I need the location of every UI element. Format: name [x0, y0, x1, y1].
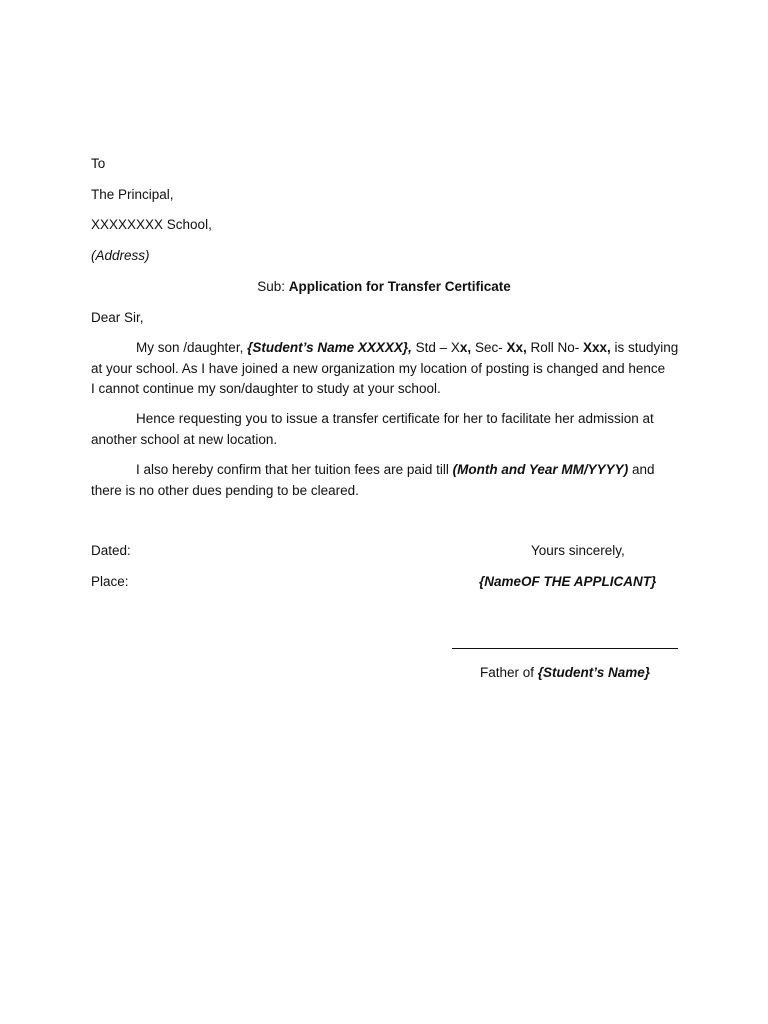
paragraph-1 [91, 338, 681, 400]
p3-text-1: I also hereby confirm that her tuition fees are paid till [136, 462, 453, 477]
address-line: (Address) [91, 248, 150, 263]
to-line: To [91, 156, 106, 171]
roll-value: Xxx, [582, 340, 611, 355]
paragraph-3-line-2: there is no other dues pending to be cleared. [91, 482, 359, 498]
paragraph-1-line-2: at your school. As I have joined a new organization my location of posting is changed and hence [91, 360, 666, 376]
subject-line [0, 277, 768, 297]
paragraph-1-line-1 [91, 338, 681, 359]
closing: Yours sincerely, [531, 543, 625, 558]
dated-label: Dated: [91, 543, 131, 558]
subject-text: Application for Transfer Certificate [288, 279, 511, 294]
paragraph-3-line-1 [91, 460, 681, 481]
father-of-student-name: {Student’s Name} [537, 665, 651, 680]
month-year-placeholder: (Month and Year MM/YYYY) [452, 462, 629, 477]
place-label: Place: [91, 574, 129, 589]
paragraph-2-line-2: another school at new location. [91, 431, 278, 447]
p1-text-1: My son /daughter, [136, 340, 248, 355]
salutation: Dear Sir, [91, 310, 144, 325]
sec-value: Xx, [506, 340, 527, 355]
subject-prefix: Sub: [257, 279, 285, 294]
paragraph-2 [91, 409, 681, 450]
p1-text-2: Std – X [411, 340, 460, 355]
student-name-placeholder: {Student’s Name XXXXX}, [247, 340, 412, 355]
p3-text-2: and [628, 462, 655, 477]
p1-text-5: is studying [610, 340, 679, 355]
p1-text-3: Sec- [471, 340, 507, 355]
signature-line [452, 648, 678, 649]
father-of-line [480, 663, 650, 683]
paragraph-2-line-1: Hence requesting you to issue a transfer certificate for her to facilitate her admission at [136, 411, 654, 426]
std-value: x, [459, 340, 472, 355]
paragraph-1-line-3: I cannot continue my son/daughter to study at your school. [91, 381, 441, 396]
recipient-line: The Principal, [91, 187, 174, 202]
school-line: XXXXXXXX School, [91, 217, 212, 232]
paragraph-3 [91, 460, 681, 501]
p1-text-4: Roll No- [526, 340, 583, 355]
father-of-prefix: Father of [480, 665, 538, 680]
applicant-name: {NameOF THE APPLICANT} [479, 574, 657, 589]
